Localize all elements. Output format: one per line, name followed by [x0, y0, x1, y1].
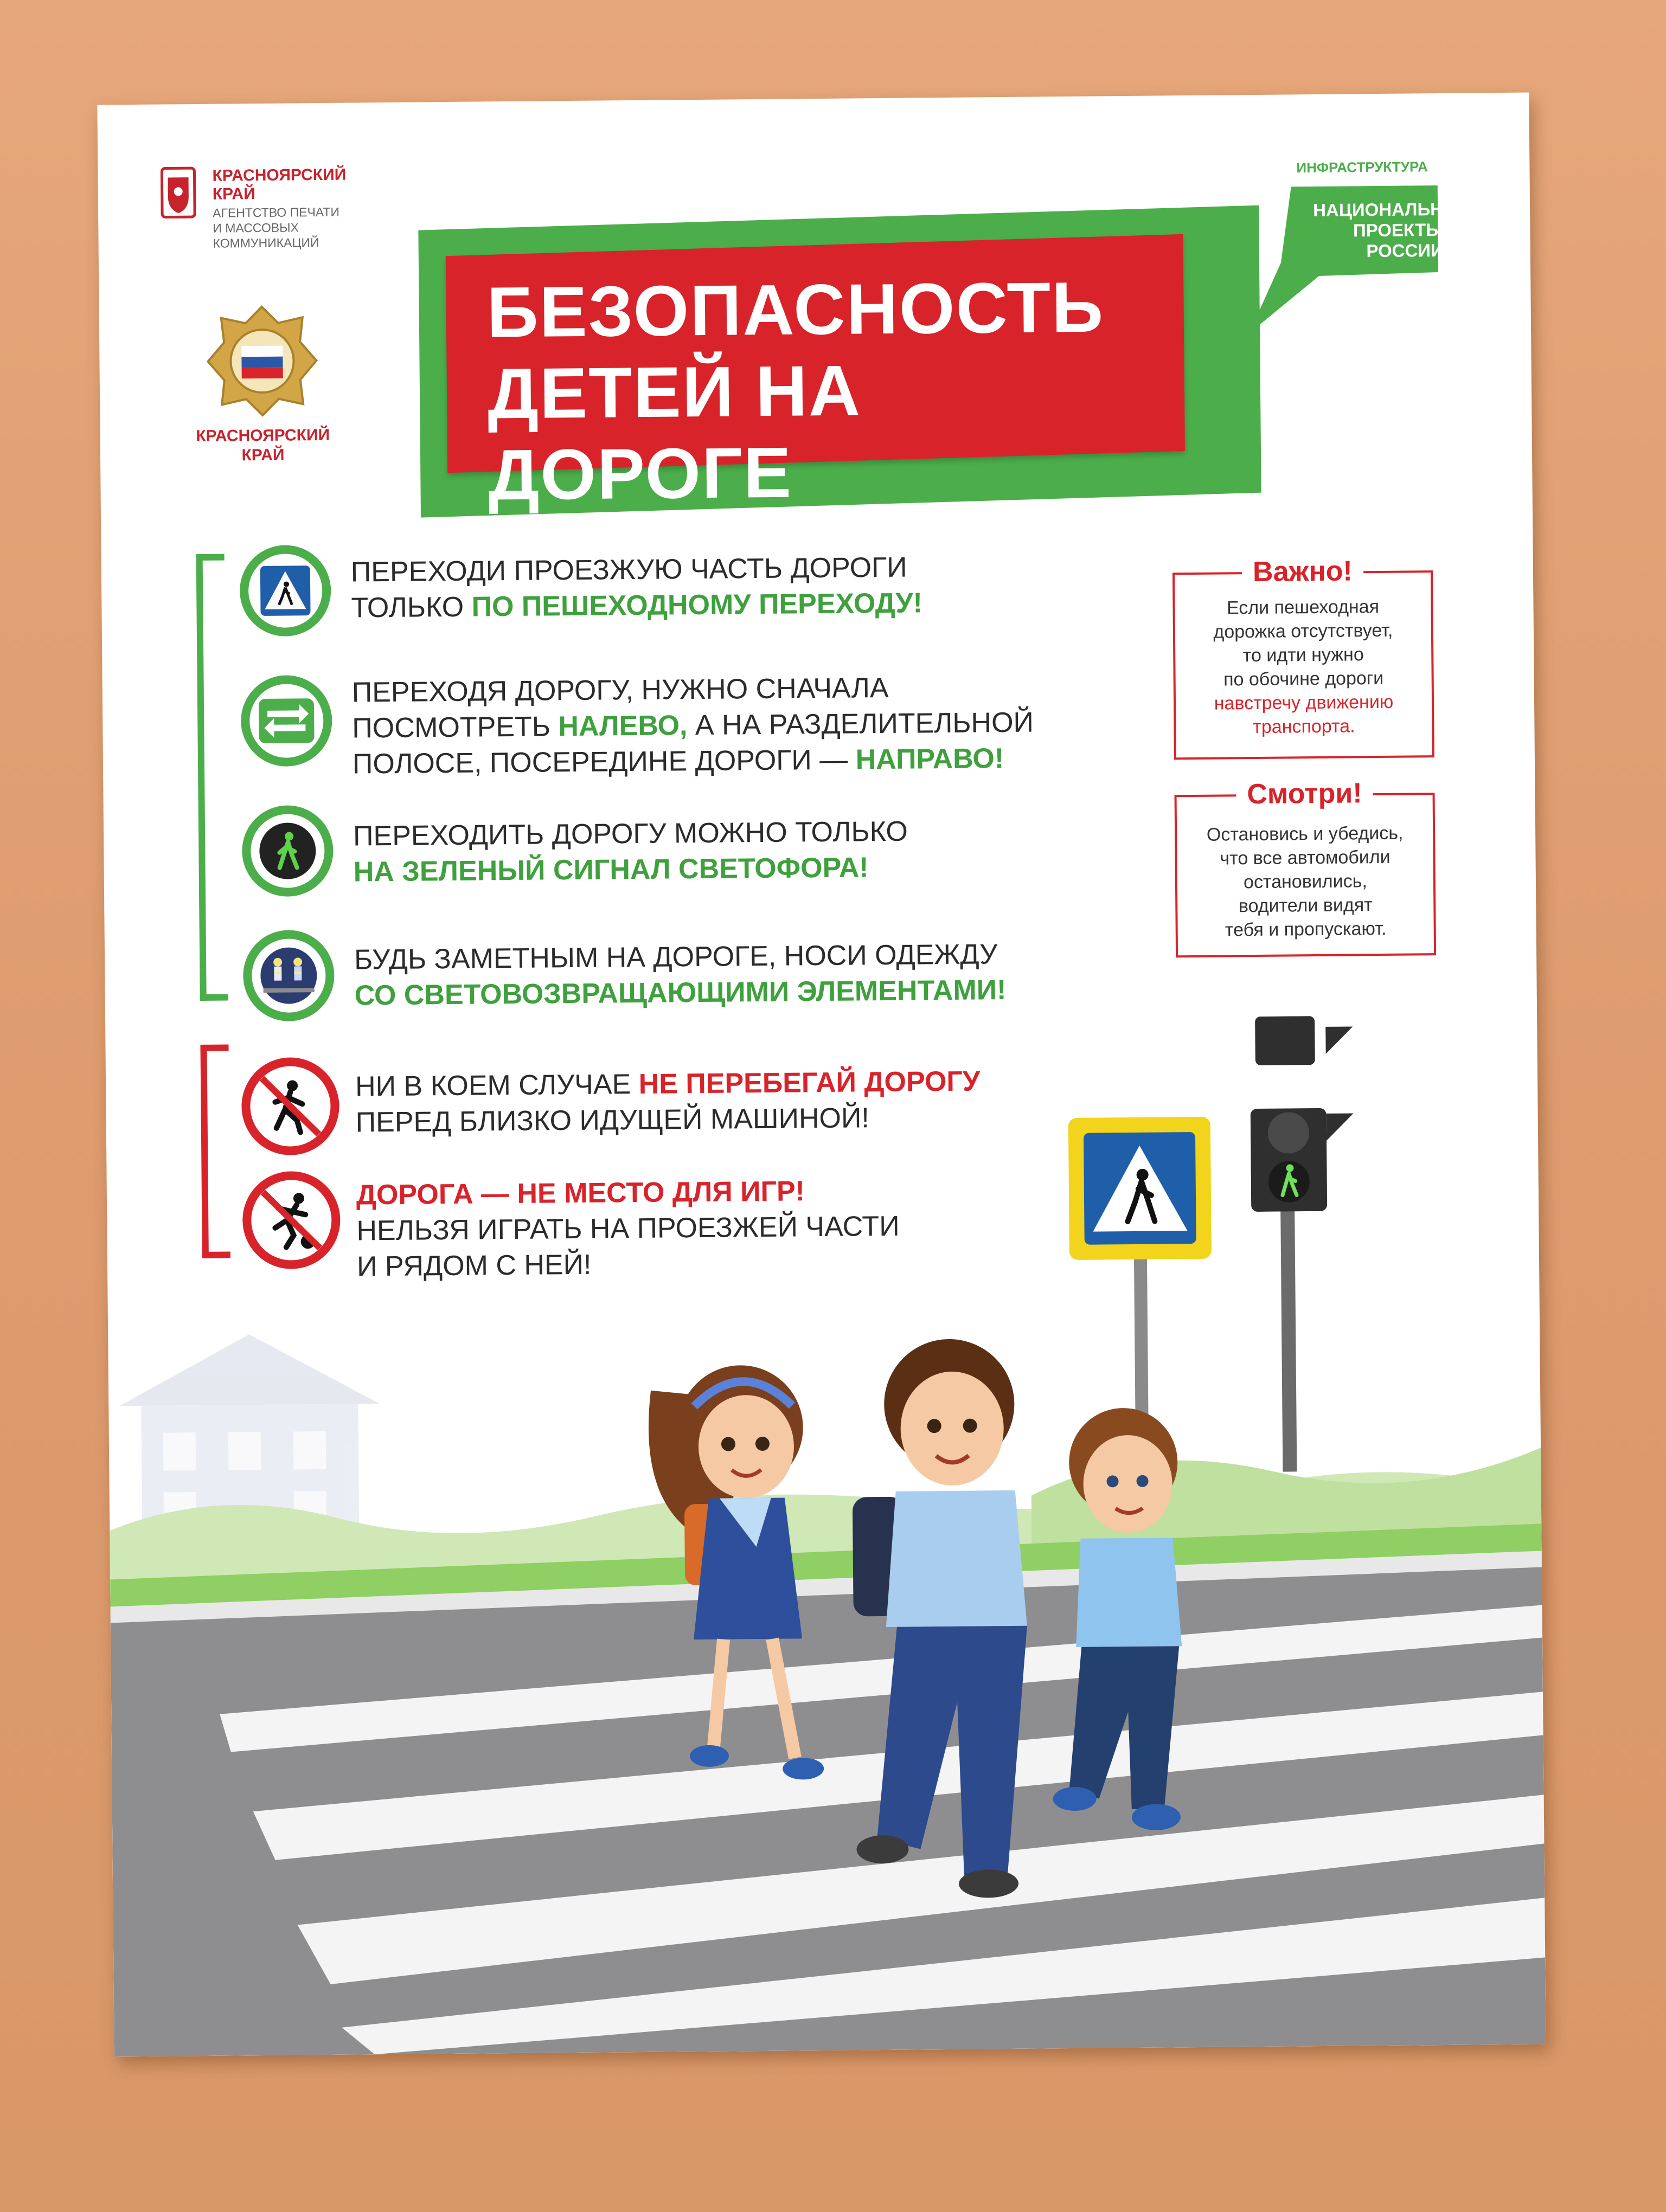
important-note-l2: дорожка отсутствует, [1213, 620, 1393, 642]
girl-figure [648, 1365, 824, 1781]
rule2-line2c: А НА РАЗДЕЛИТЕЛЬНОЙ [687, 706, 1034, 742]
region-name-line1: КРАСНОЯРСКИЙ [212, 165, 347, 185]
region-name-line2: КРАЙ [212, 185, 255, 203]
rule4-highlight: СО СВЕТОВОЗВРАЩАЮЩИМИ ЭЛЕМЕНТАМИ! [354, 974, 1007, 1012]
prohibition1-text [355, 1063, 981, 1140]
look-note-l1: Остановись и убедись, [1206, 822, 1404, 845]
rule3-text [353, 814, 908, 890]
rule-icon-arrows [241, 675, 332, 767]
police-emblem-icon [202, 301, 323, 421]
look-note-l2: что все автомобили [1220, 846, 1391, 869]
rule2-left: НАЛЕВО, [558, 710, 688, 743]
agency-line1: АГЕНТСТВО ПЕЧАТИ [212, 204, 340, 220]
rule1-highlight: ПО ПЕШЕХОДНОМУ ПЕРЕХОДУ! [471, 587, 923, 623]
reflective-clothing-icon [259, 946, 319, 1006]
no-running-icon [252, 1068, 329, 1144]
green-bracket [196, 554, 228, 1001]
police-region-line1: КРАСНОЯРСКИЙ [196, 426, 330, 446]
rule1-line2a: ТОЛЬКО [351, 591, 472, 624]
title-line1: БЕЗОПАСНОСТЬ [486, 267, 1105, 352]
prohibition1-highlight: НЕ ПЕРЕБЕГАЙ ДОРОГУ [638, 1065, 981, 1100]
national-projects-logo [1226, 147, 1477, 355]
important-note [1172, 555, 1434, 760]
crosswalk-sign-icon [1066, 1115, 1214, 1262]
national-projects-line3: РОССИИ [1366, 240, 1444, 261]
important-note-l5: навстречу движению [1214, 691, 1394, 714]
rule2-text [352, 669, 1034, 782]
important-note-l1: Если пешеходная [1226, 596, 1380, 619]
safety-poster [97, 93, 1546, 2057]
red-bracket [200, 1045, 230, 1258]
green-walking-signal-icon [258, 821, 318, 881]
rule-icon-green-signal [242, 805, 334, 897]
prohibition1-line2: ПЕРЕД БЛИЗКО ИДУЩЕЙ МАШИНОЙ! [355, 1102, 870, 1139]
prohibition1-line1a: НИ В КОЕМ СЛУЧАЕ [355, 1068, 639, 1103]
crosswalk-sign [1066, 1115, 1214, 1262]
boy-small-figure [1049, 1407, 1183, 1831]
rule2-line1: ПЕРЕХОДЯ ДОРОГУ, НУЖНО СНАЧАЛА [351, 672, 889, 709]
important-note-l6: транспорта. [1253, 716, 1355, 738]
no-playing-icon [253, 1182, 330, 1258]
look-note-title: Смотри! [1236, 777, 1373, 811]
region-logo [160, 165, 399, 248]
look-note [1175, 777, 1437, 957]
prohibition2-line3: И РЯДОМ С НЕЙ! [356, 1249, 592, 1283]
agency-line3: КОММУНИКАЦИЙ [213, 235, 319, 250]
rule2-right: НАПРАВО! [855, 743, 1004, 776]
prohibition-icon-running [241, 1057, 340, 1156]
national-projects-line1: НАЦИОНАЛЬНЫЕ [1312, 198, 1473, 221]
national-projects-line2: ПРОЕКТЫ [1353, 219, 1444, 241]
rule3-highlight: НА ЗЕЛЕНЫЙ СИГНАЛ СВЕТОФОРА! [353, 852, 869, 888]
title-line2: ДЕТЕЙ НА ДОРОГЕ [487, 350, 862, 515]
rule3-line1: ПЕРЕХОДИТЬ ДОРОГУ МОЖНО ТОЛЬКО [353, 815, 908, 852]
look-note-l5: тебя и пропускают. [1225, 918, 1387, 941]
important-note-l4: по обочине дороги [1223, 667, 1384, 690]
important-note-title: Важно! [1242, 555, 1363, 588]
boy-tall-figure [851, 1339, 1029, 1899]
children-crossing-illustration [612, 1287, 1377, 1976]
prohibition2-text [356, 1173, 900, 1285]
rule2-line2a: ПОСМОТРЕТЬ [352, 711, 559, 744]
prohibition2-highlight: ДОРОГА — НЕ МЕСТО ДЛЯ ИГР! [356, 1175, 805, 1211]
pedestrian-crossing-icon [258, 563, 313, 618]
rule1-text [351, 549, 923, 626]
rule-icon-reflective [243, 930, 335, 1021]
look-note-l4: водители видят [1238, 895, 1373, 917]
look-note-l3: остановились, [1243, 871, 1367, 893]
traffic-police-emblem [181, 301, 345, 476]
traffic-light-icon [1250, 1015, 1360, 1212]
agency-line2: И МАССОВЫХ [213, 220, 299, 235]
national-projects-category: ИНФРАСТРУКТУРА [1296, 158, 1428, 176]
important-note-l3: то идти нужно [1242, 644, 1364, 666]
police-region-line2: КРАЙ [241, 446, 285, 465]
two-way-arrows-icon [257, 696, 317, 745]
title-banner [446, 234, 1185, 515]
prohibition-icon-playing [242, 1171, 341, 1270]
prohibition2-line2: НЕЛЬЗЯ ИГРАТЬ НА ПРОЕЗЖЕЙ ЧАСТИ [356, 1210, 900, 1247]
rule-icon-crosswalk [239, 545, 331, 636]
rule1-line1: ПЕРЕХОДИ ПРОЕЗЖУЮ ЧАСТЬ ДОРОГИ [350, 551, 907, 588]
rule2-line3a: ПОЛОСЕ, ПОСЕРЕДИНЕ ДОРОГИ — [352, 744, 856, 780]
rule4-line1: БУДЬ ЗАМЕТНЫМ НА ДОРОГЕ, НОСИ ОДЕЖДУ [354, 938, 998, 976]
rule4-text [354, 936, 1007, 1013]
region-coat-of-arms-icon [160, 166, 196, 219]
